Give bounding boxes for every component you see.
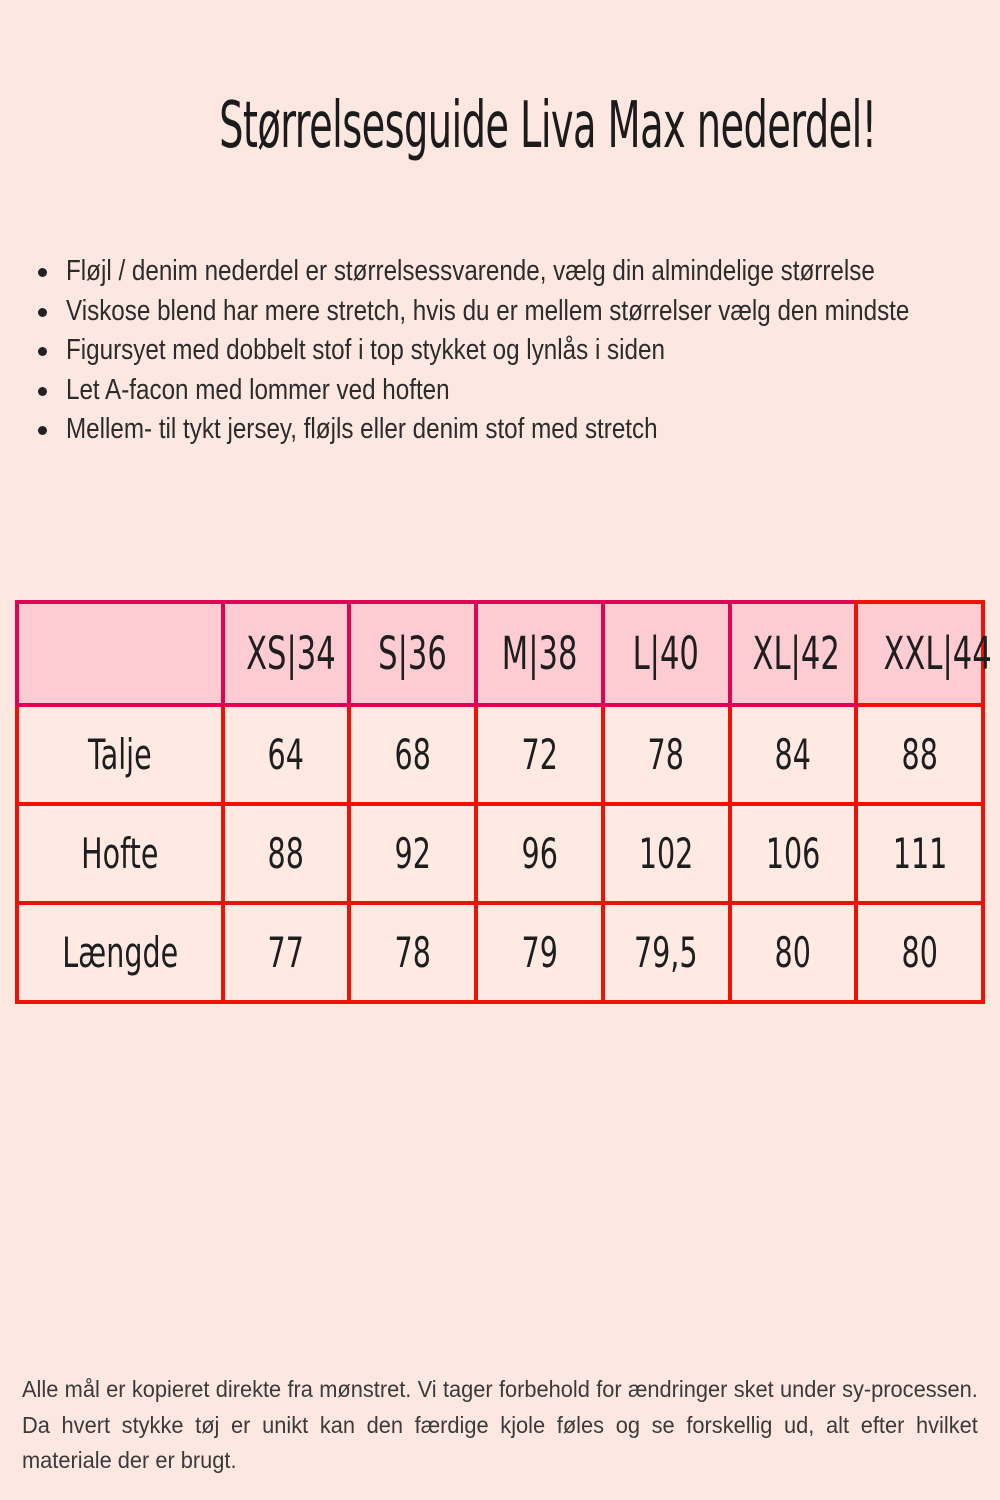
table-row-talje xyxy=(17,705,983,804)
list-item xyxy=(38,292,968,332)
row-label: Længde xyxy=(17,903,223,1002)
measurement-cell: 79,5 xyxy=(603,903,730,1002)
measurement-cell: 80 xyxy=(856,903,983,1002)
measurement-cell: 92 xyxy=(349,804,476,903)
measurement-cell: 68 xyxy=(349,705,476,804)
page-title-text: Størrelsesguide Liva Max nederdel! xyxy=(219,89,877,163)
size-column-header-xs xyxy=(223,602,350,705)
size-column-label: XS|34 xyxy=(245,627,336,680)
measurement-cell: 78 xyxy=(349,903,476,1002)
disclaimer-note xyxy=(22,1372,982,1479)
measurement-cell: 96 xyxy=(476,804,603,903)
list-item xyxy=(38,331,968,371)
list-item-text: Mellem- til tykt jersey, fløjls eller denim stof med stretch xyxy=(66,413,658,445)
product-info-list xyxy=(38,252,968,450)
measurement-cell: 106 xyxy=(730,804,857,903)
size-column-label: XL|42 xyxy=(752,627,840,680)
list-item xyxy=(38,252,968,292)
size-column-label: S|36 xyxy=(378,627,448,680)
list-item xyxy=(38,410,968,450)
size-column-header-l xyxy=(603,602,730,705)
size-table-corner-cell xyxy=(17,602,223,705)
row-label: Hofte xyxy=(17,804,223,903)
bullet-icon xyxy=(38,308,47,317)
measurement-cell: 79 xyxy=(476,903,603,1002)
size-column-label: L|40 xyxy=(633,627,700,680)
table-row-hofte xyxy=(17,804,983,903)
measurement-cell: 78 xyxy=(603,705,730,804)
list-item-text: Let A-facon med lommer ved hoften xyxy=(66,373,450,406)
size-column-header-xl xyxy=(730,602,857,705)
size-column-header-s xyxy=(349,602,476,705)
measurement-cell: 88 xyxy=(856,705,983,804)
measurement-cell: 102 xyxy=(603,804,730,903)
bullet-icon xyxy=(38,347,47,356)
page-title xyxy=(0,88,1000,181)
table-row-laengde xyxy=(17,903,983,1002)
size-column-header-xxl xyxy=(856,602,992,705)
measurement-cell: 72 xyxy=(476,705,603,804)
list-item-text: Viskose blend har mere stretch, hvis du er mellem størrelser vælg den mindste xyxy=(66,294,910,327)
measurement-cell: 80 xyxy=(730,903,857,1002)
measurement-cell: 111 xyxy=(856,804,983,903)
size-column-label: M|38 xyxy=(501,627,578,680)
size-column-label: XXL|44 xyxy=(883,627,992,680)
list-item-text: Fløjl / denim nederdel er størrelsessvarende, vælg din almindelige størrelse xyxy=(66,255,875,287)
list-item-text: Figursyet med dobbelt stof i top stykket og lynlås i siden xyxy=(66,334,665,366)
measurement-cell: 88 xyxy=(223,804,350,903)
disclaimer-text: Alle mål er kopieret direkte fra mønstret. Vi tager forbehold for ændringer sket under sy-processen. Da hvert stykke tøj er unikt kan den færdige kjole føles og se forskellig ud, alt efter hvilket materiale der er brugt. xyxy=(22,1376,978,1473)
list-item xyxy=(38,371,968,411)
measurement-cell: 77 xyxy=(223,903,350,1002)
size-table xyxy=(15,600,992,1004)
size-column-header-m xyxy=(476,602,603,705)
row-label: Talje xyxy=(17,705,223,804)
bullet-icon xyxy=(38,426,47,435)
size-table-header-row xyxy=(17,602,983,705)
bullet-icon xyxy=(38,268,47,277)
bullet-icon xyxy=(38,387,47,396)
measurement-cell: 64 xyxy=(223,705,350,804)
measurement-cell: 84 xyxy=(730,705,857,804)
